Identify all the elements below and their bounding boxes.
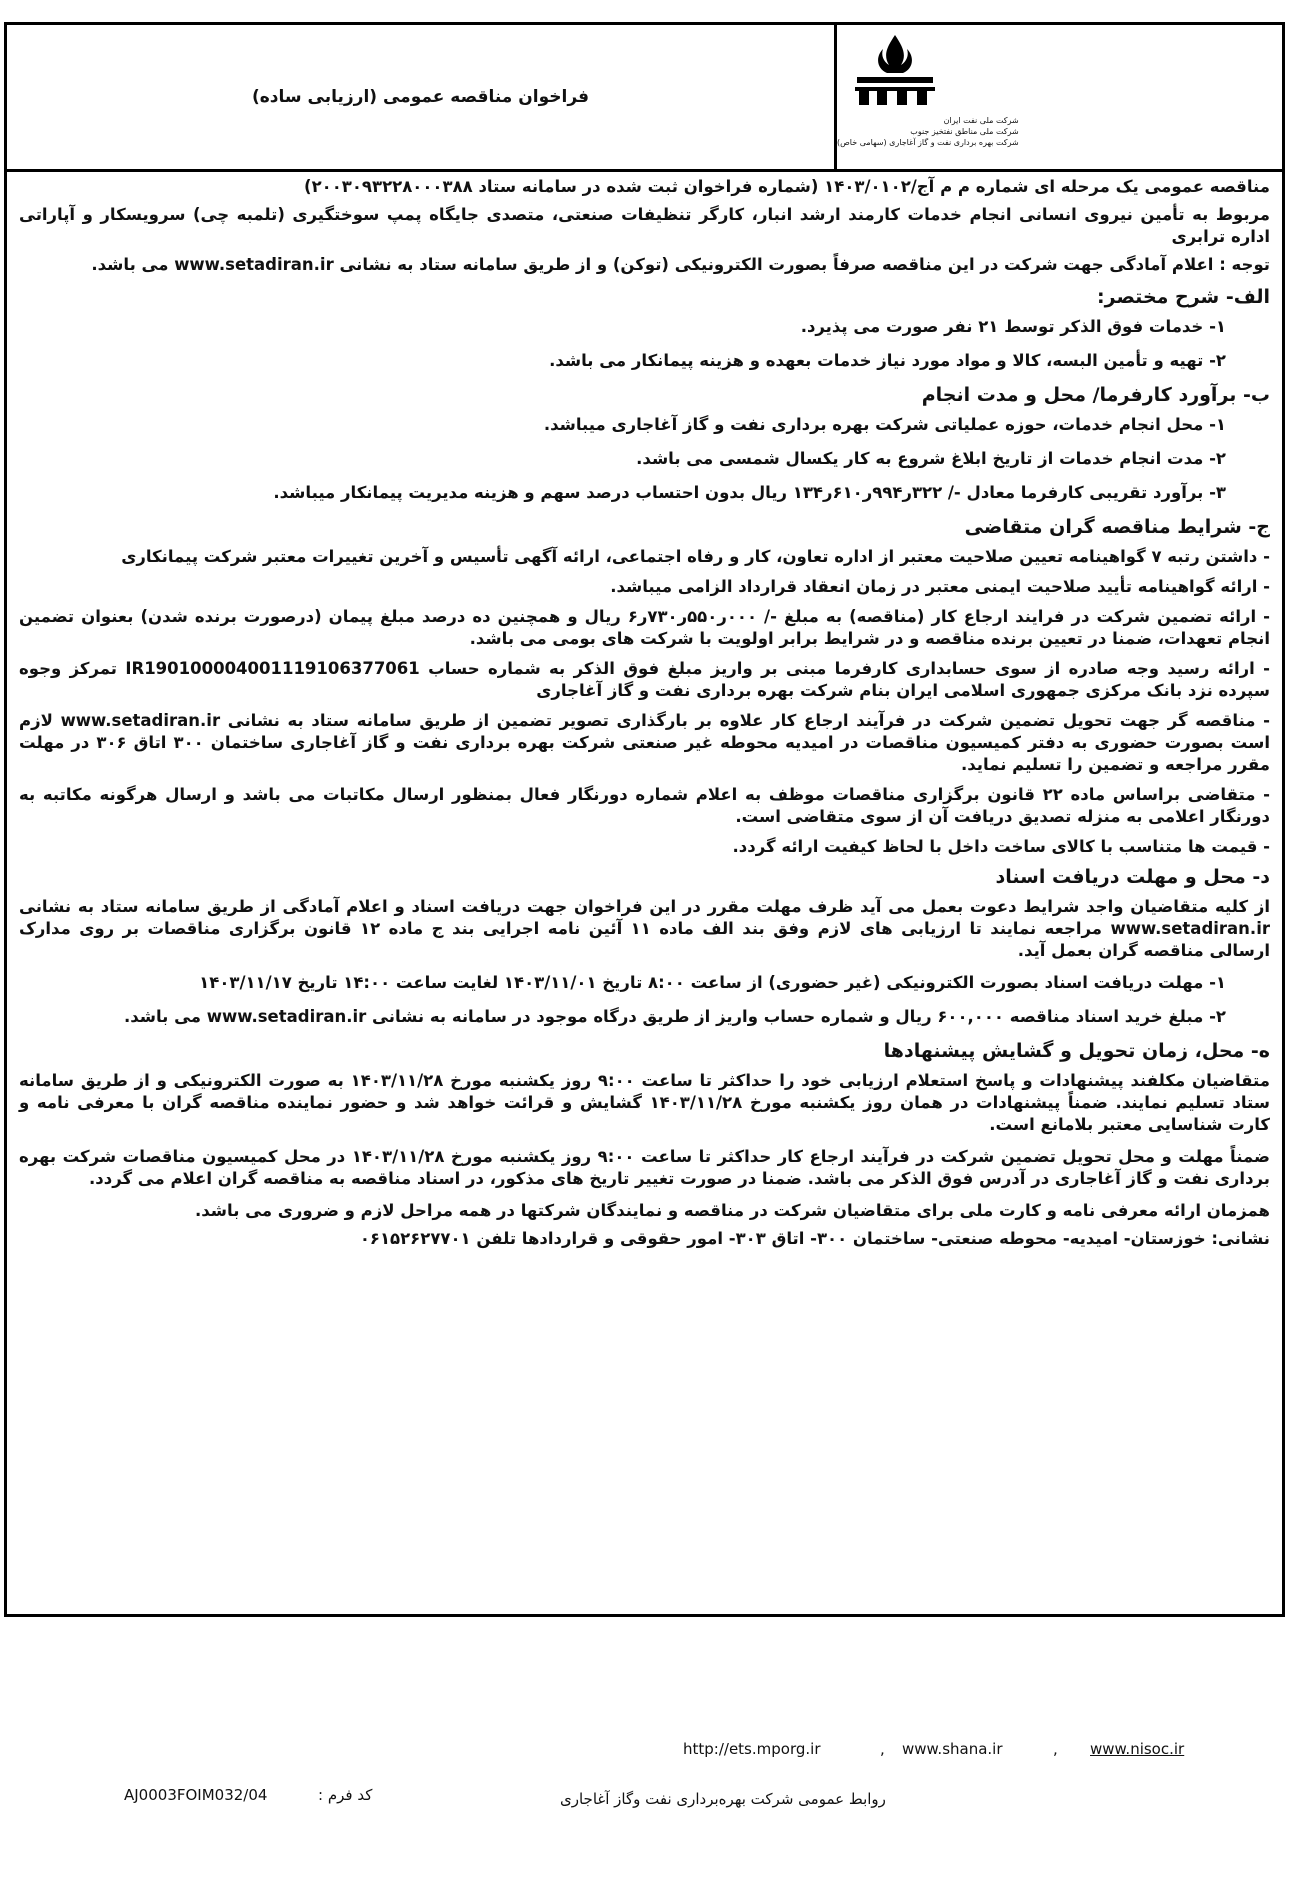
tender-subject: مربوط به تأمین نیروی انسانی انجام خدمات کارمند ارشد انبار، کارگر تنظیفات صنعتی، متصدی جایگاه پمپ سوختگیری (تلمبه چی) سرویسکار و آپاراتی اداره ترابری [19, 205, 1270, 246]
section-c-item: - ارائه گواهینامه تأیید صلاحیت ایمنی معتبر در زمان انعقاد قرارداد الزامی میباشد. [610, 577, 1270, 596]
section-a-heading: الف- شرح مختصر: [1097, 286, 1270, 308]
logo-caption [837, 115, 1019, 148]
section-b-heading: ب- برآورد کارفرما/ محل و مدت انجام [921, 384, 1270, 406]
header [7, 25, 1282, 172]
address-line: نشانی: خوزستان- امیدیه- محوطه صنعتی- ساختمان ۳۰۰- اتاق ۳۰۳- امور حقوقی و قراردادها تلفن ۰۶۱۵۲۶۲۷۷۰۱ [359, 1229, 1270, 1248]
shana-link[interactable]: www.shana.ir [902, 1740, 1003, 1758]
publisher: روابط عمومی شرکت بهره‌برداری نفت وگاز آغاجاری [560, 1790, 886, 1808]
page-title: فراخوان مناقصه عمومی (ارزیابی ساده) [251, 87, 590, 107]
section-c-item: - قیمت ها متناسب با کالای ساخت داخل با لحاظ کیفیت ارائه گردد. [732, 837, 1270, 856]
nisoc-link[interactable]: www.nisoc.ir [1090, 1740, 1185, 1758]
logo-block [834, 25, 1282, 169]
logo-line: شرکت بهره برداری نفت و گاز آغاجاری (سهامی خاص) [837, 138, 1019, 147]
section-c-item: - ارائه تضمین شرکت در فرایند ارجاع کار (مناقصه) به مبلغ -/ ۰۰۰ر۵۵۰ر۷۳۰ر۶ ریال و همچنین ده درصد مبلغ پیمان (درصورت برنده شدن) بعنوان تضمین انجام تعهدات، ضمنا در تعیین برنده مناقصه و در شرایط برابر اولویت با شرکت های بومی می باشد. [19, 607, 1270, 648]
section-e-paragraph: متقاضیان مکلفند پیشنهادات و پاسخ استعلام ارزیابی خود را حداکثر تا ساعت ۹:۰۰ روز یکشنبه مورخ ۱۴۰۳/۱۱/۲۸ به صورت الکترونیکی و از طریق سامانه ستاد تسلیم نمایند. ضمناً پیشنهادات در همان روز یکشنبه مورخ ۱۴۰۳/۱۱/۲۸ گشایش و قرائت خواهد شد و حضور نماینده مناقصه گران با معرفی نامه و کارت شناسایی معتبر بلامانع است. [19, 1071, 1270, 1134]
section-e-paragraph: همزمان ارائه معرفی نامه و کارت ملی برای متقاضیان شرکت در مناقصه و نمایندگان شرکتها در همه مراحل لازم و ضروری می باشد. [194, 1201, 1270, 1220]
section-b-item: ۲- مدت انجام خدمات از تاریخ ابلاغ شروع به کار یکسال شمسی می باشد. [636, 449, 1226, 468]
section-a-item: ۲- تهیه و تأمین البسه، کالا و مواد مورد نیاز خدمات بعهده و هزینه پیمانکار می باشد. [549, 351, 1226, 370]
section-a-item: ۱- خدمات فوق الذکر توسط ۲۱ نفر صورت می پذیرد. [800, 317, 1226, 336]
section-c-item: - مناقصه گر جهت تحویل تضمین شرکت در فرآیند ارجاع کار علاوه بر بارگذاری تصویر تضمین از طریق سامانه ستاد به نشانی www.setadiran.ir لازم است بصورت حضوری به دفتر کمیسیون مناقصات در امیدیه محوطه غیر صنعتی شرکت بهره برداری نفت و گاز آغاجاری ساختمان ۳۰۰ اتاق ۳۰۶ در مهلت مقرر مراجعه و تضمین را تسلیم نماید. [19, 711, 1270, 774]
section-d-heading: د- محل و مهلت دریافت اسناد [995, 866, 1270, 888]
document-body [7, 172, 1282, 1250]
section-d-item: ۱- مهلت دریافت اسناد بصورت الکترونیکی (غیر حضوری) از ساعت ۸:۰۰ تاریخ ۱۴۰۳/۱۱/۰۱ لغایت ساعت ۱۴:۰۰ تاریخ ۱۴۰۳/۱۱/۱۷ [199, 973, 1226, 992]
section-c-heading: ج- شرایط مناقصه گران متقاضی [964, 516, 1270, 538]
section-d-body: از کلیه متقاضیان واجد شرایط دعوت بعمل می آید ظرف مهلت مقرر در این فراخوان جهت دریافت اسناد و اعلام آمادگی از طریق سامانه ستاد به نشانی www.setadiran.ir مراجعه نمایند تا ارزیابی های لازم وفق بند الف ماده ۱۱ آئین نامه اجرایی بند ج ماده ۱۲ قانون برگزاری مناقصات بر روی مدارک ارسالی مناقصه گران بعمل آید. [19, 897, 1270, 960]
mporg-link[interactable]: http://ets.mporg.ir [683, 1740, 821, 1758]
note-line: توجه : اعلام آمادگی جهت شرکت در این مناقصه صرفاً بصورت الکترونیکی (توکن) و از طریق سامانه ستاد به نشانی www.setadiran.ir می باشد. [91, 255, 1270, 274]
section-b-item: ۳- برآورد تقریبی کارفرما معادل -/ ۳۲۲ر۹۹۴ر۶۱۰ر۱۳۴ ریال بدون احتساب درصد سهم و هزینه مدیریت پیمانکار میباشد. [273, 483, 1226, 502]
section-b-item: ۱- محل انجام خدمات، حوزه عملیاتی شرکت بهره برداری نفت و گاز آغاجاری میباشد. [543, 415, 1226, 434]
logo-line: شرکت ملی مناطق نفتخیز جنوب [910, 127, 1019, 136]
nioc-logo-icon [837, 31, 953, 113]
separator: , [880, 1740, 885, 1758]
form-code-label: کد فرم : [318, 1786, 373, 1804]
section-c-item: - ارائه رسید وجه صادره از سوی حسابداری کارفرما مبنی بر واریز مبلغ فوق الذکر به شماره حساب IR190100004001119106377061 تمرکز وجوه سپرده نزد بانک مرکزی جمهوری اسلامی ایران بنام شرکت بهره برداری نفت و گاز آغاجاری [19, 659, 1270, 700]
logo-line: شرکت ملی نفت ایران [943, 116, 1019, 125]
tender-number-line: مناقصه عمومی یک مرحله ای شماره م م آج/۱۴۰۳/۰۱۰۲ (شماره فراخوان ثبت شده در سامانه ستاد ۲۰۰۳۰۹۳۲۲۸۰۰۰۳۸۸) [304, 177, 1270, 196]
form-code: AJ0003FOIM032/04 [124, 1786, 268, 1804]
section-e-paragraph: ضمناً مهلت و محل تحویل تضمین شرکت در فرآیند ارجاع کار حداکثر تا ساعت ۹:۰۰ روز یکشنبه مورخ ۱۴۰۳/۱۱/۲۸ در محل کمیسیون مناقصات شرکت بهره برداری نفت و گاز آغاجاری در آدرس فوق الذکر می باشد. ضمنا در صورت تغییر تاریخ های مذکور، در اسناد مناقصه به مناقصه گران اعلام می گردد. [19, 1147, 1270, 1188]
title-box [7, 25, 834, 169]
section-e-heading: ه- محل، زمان تحویل و گشایش پیشنهادها [883, 1040, 1270, 1062]
section-c-item: - داشتن رتبه ۷ گواهینامه تعیین صلاحیت معتبر از اداره تعاون، کار و رفاه اجتماعی، ارائه آگهی تأسیس و آخرین تغییرات معتبر شرکت پیمانکاری [121, 547, 1270, 566]
section-c-item: - متقاضی براساس ماده ۲۲ قانون برگزاری مناقصات موظف به اعلام شماره دورنگار فعال بمنظور ارسال مکاتبات می باشد و ارسال هرگونه مکاتبه به دورنگار اعلامی به منزله تصدیق دریافت آن از سوی متقاضی است. [19, 785, 1270, 826]
section-d-item: ۲- مبلغ خرید اسناد مناقصه ۶۰۰,۰۰۰ ریال و شماره حساب واریز از طریق درگاه موجود در سامانه به نشانی www.setadiran.ir می باشد. [123, 1007, 1226, 1026]
announcement-frame [4, 22, 1285, 1617]
separator: , [1053, 1740, 1058, 1758]
